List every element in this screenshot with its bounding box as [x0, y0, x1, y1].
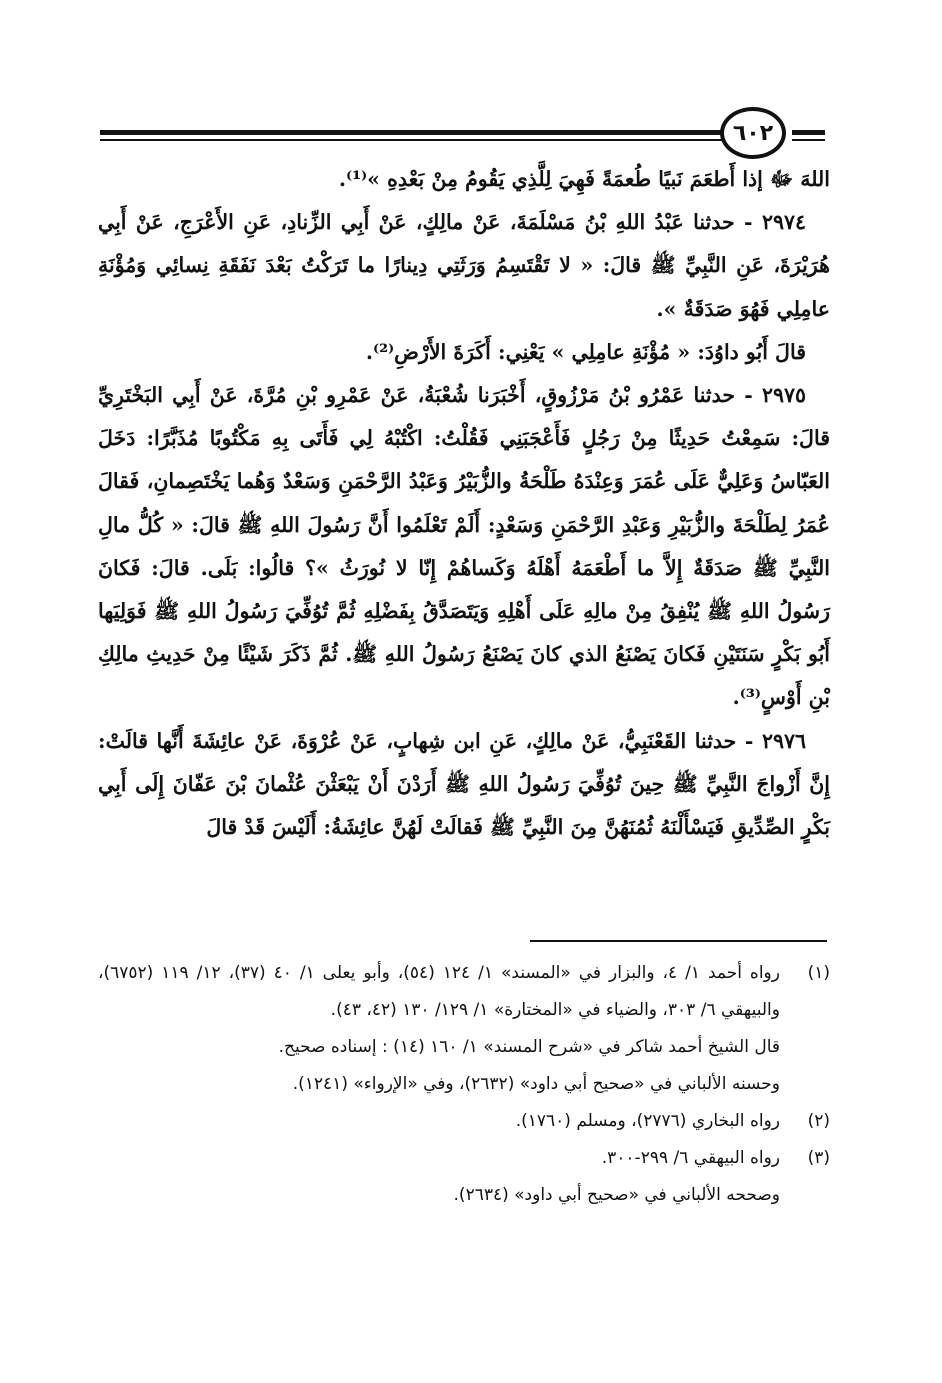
footnote-1	[98, 955, 830, 1029]
abu-dawud-comment: قالَ أَبُو داوُدَ: « مُؤْنَةِ عامِلِي » يَعْنِي: أَكَرَةَ الأَرْضِ⁽²⁾.	[365, 339, 806, 364]
footnote-number: (١)	[807, 963, 830, 983]
hadith-2974: ٢٩٧٤ - حدثنا عَبْدُ اللهِ بْنُ مَسْلَمَةَ، عَنْ مالِكٍ، عَنْ أَبِي الزِّنادِ، عَنِ الأَعْرَجِ، عَنْ أَبِي هُرَيْرَةَ، عَنِ النَّبِيِّ ﷺ قالَ: « لا تَقْتَسِمُ وَرَثَتِي دِينارًا ما تَرَكْتُ بَعْدَ نَفَقَةِ نِسائِي وَمُؤْنَةِ عامِلِي فَهُوَ صَدَقَةٌ ».	[98, 210, 830, 321]
hadith-2976: ٢٩٧٦ - حدثنا القَعْنَبِيُّ، عَنْ مالِكٍ، عَنِ ابن شِهابٍ، عَنْ عُرْوَةَ، عَنْ عائِشَةَ أَنَّها قالَتْ: إِنَّ أَزْواجَ النَّبِيِّ ﷺ حِينَ تُوُفِّيَ رَسُولُ اللهِ ﷺ أَرَدْنَ أَنْ يَبْعَثْنَ عُثْمانَ بْنَ عَفّانَ إِلَى أَبِي بَكْرٍ الصِّدِّيقِ فَيَسْأَلْنَهُ ثُمُنَهُنَّ مِنَ النَّبِيِّ ﷺ فَقالَتْ لَهُنَّ عائِشَةُ: أَلَيْسَ قَدْ قالَ	[98, 728, 830, 840]
header-rule-thick	[100, 130, 722, 135]
header-rule-tail-thin	[792, 139, 825, 141]
header-rule-thin	[100, 139, 722, 141]
main-text	[98, 158, 830, 849]
text-line-continuation: اللهَ ﷻ إذا أَطعَمَ نَبيًا طُعمَةً فَهِيَ لِلَّذِي يَقُومُ مِنْ بَعْدِهِ »⁽¹⁾.	[338, 167, 830, 191]
footnote-2	[98, 1103, 830, 1140]
hadith-2975: ٢٩٧٥ - حدثنا عَمْرُو بْنُ مَرْزُوقٍ، أَخْبَرَنا شُعْبَةُ، عَنْ عَمْرِو بْنِ مُرَّةَ، عَنْ أَبِي البَخْتَرِيِّ قالَ: سَمِعْتُ حَدِيثًا مِنْ رَجُلٍ فَأَعْجَبَنِي فَقُلْتُ: اكْتُبْهُ لِي فَأَتَى بِهِ مَكْتُوبًا مُذَبَّرًا: دَخَلَ العَبّاسُ وَعَلِيٌّ عَلَى عُمَرَ وَعِنْدَهُ طَلْحَةُ والزُّبَيْرُ وَعَبْدُ الرَّحْمَنِ وَسَعْدٌ وَهُما يَخْتَصِمانِ، فَقالَ عُمَرُ لِطَلْحَةَ والزُّبَيْرِ وَعَبْدِ الرَّحْمَنِ وَسَعْدٍ: أَلَمْ تَعْلَمُوا أَنَّ رَسُولَ اللهِ ﷺ قالَ: « كُلُّ مالِ النَّبِيِّ ﷺ صَدَقَةٌ إِلاَّ ما أَطْعَمَهُ أَهْلَهُ وَكَساهُمْ إِنّا لا نُورَثُ »؟ قالُوا: بَلَى. قالَ: فَكانَ رَسُولُ اللهِ ﷺ يُنْفِقُ مِنْ مالِهِ عَلَى أَهْلِهِ وَيَتَصَدَّقُ بِفَضْلِهِ ثُمَّ تُوُفِّيَ رَسُولُ اللهِ ﷺ فَوَلِيَها أَبُو بَكْرٍ سَنَتَيْنِ فَكانَ يَصْنَعُ الذي كانَ يَصْنَعُ رَسُولُ اللهِ ﷺ. ثُمَّ ذَكَرَ شَيْئًا مِنْ حَدِيثِ مالِكِ بْنِ أَوْسٍ⁽³⁾.	[98, 383, 830, 710]
footnote-3	[98, 1140, 830, 1177]
footnote-separator	[530, 940, 827, 942]
footnote-text: رواه أحمد ١/ ٤، والبزار في «المسند» ١/ ١٢٤ (٥٤)، وأبو يعلى ١/ ٤٠ (٣٧)، ١٢/ ١١٩ (٦٧٥٢)، والبيهقي ٦/ ٣٠٣، والضياء في «المختارة» ١/ ١٢٩/ ١٣٠ (٤٢، ٤٣).	[98, 963, 780, 1020]
footnote-text: رواه البخاري (٢٧٧٦)، ومسلم (١٧٦٠).	[515, 1111, 780, 1131]
footnote-number: (٣)	[807, 1148, 830, 1168]
footnote-text: رواه البيهقي ٦/ ٢٩٩-٣٠٠.	[601, 1148, 780, 1168]
footnote-1-note-a	[98, 1029, 830, 1066]
footnote-text: وصححه الألباني في «صحيح أبي داود» (٢٦٣٤).	[453, 1185, 780, 1205]
footnote-text: وحسنه الألباني في «صحيح أبي داود» (٢٦٣٢)، وفي «الإرواء» (١٢٤١).	[292, 1074, 780, 1094]
footnote-number: (٢)	[807, 1111, 830, 1131]
footnote-3-note	[98, 1177, 830, 1214]
page-number: ٦٠٢	[720, 107, 786, 159]
footnote-1-note-b	[98, 1066, 830, 1103]
footnote-text: قال الشيخ أحمد شاكر في «شرح المسند» ١/ ١٦٠ (١٤) : إسناده صحيح.	[278, 1037, 780, 1057]
footnotes	[98, 955, 830, 1214]
header-rule-tail-thick	[792, 130, 825, 135]
running-header	[100, 105, 825, 165]
